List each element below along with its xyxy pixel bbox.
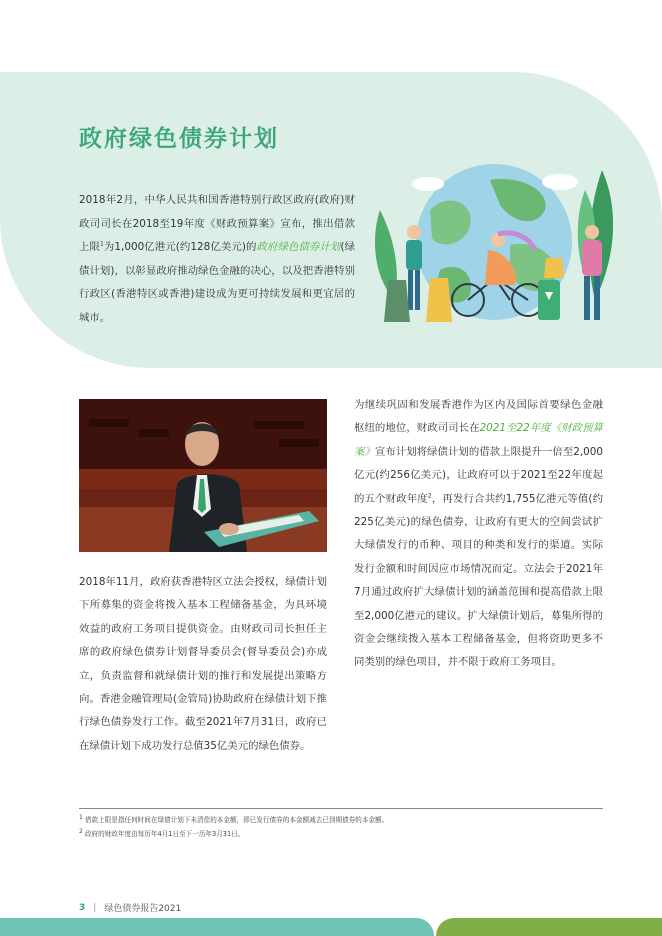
- right-text-1: 为继续巩固和发展香港作为区内及国际首要绿色金融枢纽的地位，财政司司长在: [354, 399, 603, 435]
- green-earth-illustration: [370, 150, 618, 330]
- intro-text-3: (绿债计划)，以彰显政府推动绿色金融的决心，以及把香港特别行政区(香港特区或香港)建设成为更可持续发展和更宜居的城市。: [79, 241, 356, 324]
- footnote-ref-2: 2: [427, 492, 432, 500]
- legislative-council-photo: [79, 399, 327, 552]
- green-bond-programme-term: 政府绿色债券计划: [256, 241, 341, 253]
- footer-bar-green: [436, 918, 662, 936]
- footer-bar-teal: [0, 918, 434, 936]
- footer-separator: |: [93, 902, 97, 913]
- footnote-1: [79, 814, 388, 824]
- intro-text-1: 2018年2月，中华人民共和国香港特别行政区政府(政府)财政司司长在2018至19年度《财政预算案》宣布，推出借款上限: [79, 194, 355, 253]
- footnote-1-mark: 1: [79, 813, 83, 821]
- footnote-divider: [79, 808, 603, 809]
- page-number: 3: [79, 902, 86, 913]
- report-title: 绿色债券报告2021: [104, 904, 182, 914]
- intro-text-2: 为1,000亿港元(约128亿美元)的: [103, 241, 257, 253]
- intro-paragraph: [79, 189, 355, 330]
- footnote-2-text: 政府的财政年度由每历年4月1日至下一历年3月31日。: [84, 830, 245, 838]
- right-text-3: ，再发行合共约1,755亿港元等值(约225亿美元)的绿色债券，让政府有更大的空间尝试扩大绿债发行的币种、项目的种类和发行的渠道。实际发行金额和时间因应市场情况而定。立法会于2021年7月通过政府扩大绿债计划的涵盖范围和提高借款上限至2,000亿港元的建议。扩大绿债计划后，募集所得的资金会继续拨入基本工程储备基金，但将资助更多不同类别的绿色项目，并不限于政府工务项目。: [354, 492, 603, 669]
- right-column-paragraph: [354, 394, 603, 675]
- footnote-2-mark: 2: [79, 827, 83, 835]
- footnote-2: [79, 828, 244, 838]
- footnote-ref-1: 1: [100, 240, 104, 248]
- left-column-paragraph: 2018年11月，政府获香港特区立法会授权，绿债计划下所募集的资金将拨入基本工程储备基金，为具环境效益的政府工务项目提供资金。由财政司司长担任主席的政府绿色债券计划督导委员会(督导委员会)亦成立，负责监督和就绿债计划的推行和发展提出策略方向。香港金融管理局(金管局)协助政府在绿债计划下推行绿色债券发行工作。截至2021年7月31日，政府已在绿债计划下成功发行总值35亿美元的绿色债券。: [79, 576, 327, 752]
- page-title: 政府绿色债券计划: [79, 126, 279, 152]
- page-footer: [79, 901, 181, 914]
- footnote-1-text: 借款上限是指任何时间在绿债计划下未清偿的本金额，即已发行债券的本金额减去已到期债券的本金额。: [84, 816, 389, 824]
- right-text-2: 宣布计划将绿债计划的借款上限提升一倍至2,000亿元(约256亿美元)，让政府可以于2021至22年度起的五个财政年度: [354, 445, 604, 505]
- budget-title-term: 2021至22年度《财政预算案》: [354, 422, 604, 458]
